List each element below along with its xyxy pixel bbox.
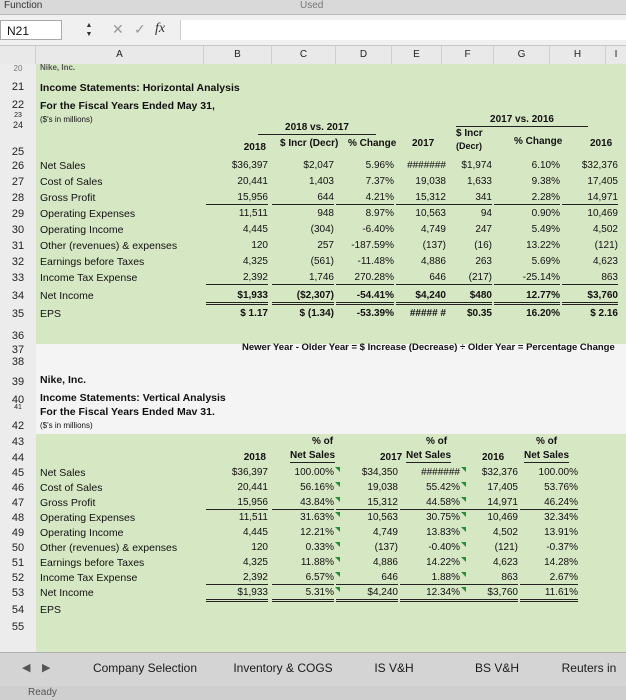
h-cell-pct1[interactable]: 8.97% <box>365 208 394 219</box>
h-row-label[interactable]: Net Sales <box>40 160 86 172</box>
h-cell-pct2[interactable]: 13.22% <box>526 240 560 251</box>
v-row-label[interactable]: Gross Profit <box>40 497 96 509</box>
row-number[interactable]: 46 <box>11 482 25 494</box>
col-header-incr-decr: $ Incr (Decr) <box>280 138 339 149</box>
row-number[interactable]: 26 <box>11 160 25 172</box>
v-cell-y2016[interactable]: $32,376 <box>481 467 518 478</box>
v-cell-p2018[interactable]: 0.33% <box>305 542 334 553</box>
h-cell-pct1[interactable]: -53.39% <box>356 308 394 319</box>
v-cell-p2018[interactable]: 100.00% <box>294 467 334 478</box>
v-row-label[interactable]: Operating Expenses <box>40 512 136 524</box>
cancel-icon[interactable]: ✕ <box>112 21 124 37</box>
h-row-label[interactable]: Earnings before Taxes <box>40 256 145 268</box>
v-row-label[interactable]: Cost of Sales <box>40 482 103 494</box>
v-cell-p2016[interactable]: 13.91% <box>544 527 578 538</box>
v-cell-p2017[interactable]: ####### <box>421 467 460 478</box>
v-cell-y2016[interactable]: 863 <box>460 572 518 585</box>
h-cell-y2017[interactable]: ##### # <box>409 308 446 319</box>
h-cell-incr2[interactable]: 94 <box>480 208 492 219</box>
h-cell-pct1[interactable]: 270.28% <box>336 272 394 285</box>
h-cell-incr1[interactable]: 1,403 <box>308 176 334 187</box>
h-cell-pct2[interactable]: 2.28% <box>494 192 560 205</box>
worksheet-grid[interactable] <box>36 64 626 652</box>
h-row-label[interactable]: EPS <box>40 308 62 320</box>
v-header-2018: 2018 <box>243 452 266 463</box>
v-cell-y2016[interactable]: 10,469 <box>487 512 518 523</box>
h-cell-y2018[interactable]: $1,933 <box>206 290 268 305</box>
row-number[interactable]: 25 <box>11 146 25 158</box>
row-number[interactable]: 39 <box>11 376 25 388</box>
tab-reuters[interactable]: Reuters in <box>552 653 626 683</box>
h-row-label[interactable]: Net Income <box>40 290 94 302</box>
group-header-2018-vs-2017: 2018 vs. 2017 <box>258 122 376 135</box>
v-cell-p2017[interactable]: 30.75% <box>426 512 460 523</box>
h-cell-y2016[interactable]: $3,760 <box>562 290 618 305</box>
v-cell-y2016[interactable]: $3,760 <box>460 587 518 602</box>
h-cell-incr2[interactable]: (16) <box>474 240 492 251</box>
column-header[interactable]: H <box>550 46 606 64</box>
h-cell-y2016[interactable]: (121) <box>594 240 618 251</box>
column-header-bar <box>0 46 626 65</box>
h-cell-y2017[interactable]: ####### <box>407 160 446 171</box>
h-cell-y2018[interactable]: 4,325 <box>242 256 268 267</box>
h-cell-pct2[interactable]: 0.90% <box>531 208 560 219</box>
column-header[interactable]: A <box>36 46 204 64</box>
h-row-label[interactable]: Cost of Sales <box>40 176 103 188</box>
h-cell-y2017[interactable]: 15,312 <box>396 192 446 205</box>
v-cell-p2016[interactable]: 32.34% <box>544 512 578 523</box>
h-cell-incr1[interactable]: 948 <box>317 208 334 219</box>
h-cell-incr1[interactable]: 644 <box>272 192 334 205</box>
v-header-pct-of-2018: % of <box>312 436 334 447</box>
h-cell-incr1[interactable]: ($2,307) <box>272 290 334 305</box>
h-cell-pct2[interactable]: 6.10% <box>531 160 560 171</box>
column-header[interactable]: D <box>336 46 392 64</box>
column-header[interactable]: E <box>392 46 442 64</box>
h-cell-pct1[interactable]: 4.21% <box>336 192 394 205</box>
h-cell-y2017[interactable]: 10,563 <box>415 208 446 219</box>
row-number[interactable]: 48 <box>11 512 25 524</box>
row-headers <box>0 64 37 652</box>
row-number[interactable]: 44 <box>11 452 25 464</box>
v-cell-y2017[interactable]: 19,038 <box>367 482 398 493</box>
row-number[interactable]: 27 <box>11 176 25 188</box>
enter-icon[interactable]: ✓ <box>134 21 146 37</box>
vertical-period: For the Fiscal Years Ended Mav 31. <box>40 406 215 418</box>
h-row-label[interactable]: Gross Profit <box>40 192 96 204</box>
formula-bar <box>0 15 626 46</box>
group-header-2017-vs-2016: 2017 vs. 2016 <box>456 114 588 127</box>
v-cell-y2017[interactable]: 4,886 <box>372 557 398 568</box>
v-cell-p2018[interactable]: 12.21% <box>300 527 334 538</box>
row-number[interactable]: 21 <box>11 81 25 93</box>
v-cell-y2017[interactable]: 646 <box>336 572 398 585</box>
v-row-label[interactable]: Net Sales <box>40 467 86 479</box>
v-cell-p2018[interactable]: 31.63% <box>300 512 334 523</box>
v-cell-y2016[interactable]: 14,971 <box>460 497 518 510</box>
v-header-pct-of-2016: % of <box>536 436 558 447</box>
h-cell-y2018[interactable]: 120 <box>251 240 268 251</box>
v-cell-p2018[interactable]: 5.31% <box>272 587 334 602</box>
row-number[interactable]: 49 <box>11 527 25 539</box>
v-cell-p2016[interactable]: 53.76% <box>544 482 578 493</box>
row-number[interactable]: 33 <box>11 272 25 284</box>
row-number[interactable]: 23 <box>14 112 22 119</box>
row-number[interactable]: 41 <box>14 404 22 411</box>
v-cell-y2017[interactable]: $34,350 <box>361 467 398 478</box>
h-cell-pct1[interactable]: 5.96% <box>365 160 394 171</box>
h-cell-incr1[interactable]: 1,746 <box>272 272 334 285</box>
select-all-corner[interactable] <box>0 46 36 64</box>
v-cell-y2018[interactable]: $36,397 <box>231 467 268 478</box>
h-row-label[interactable]: Other (revenues) & expenses <box>40 240 178 252</box>
h-cell-y2018[interactable]: 11,511 <box>238 208 268 219</box>
h-cell-y2017[interactable]: 4,749 <box>420 224 446 235</box>
h-cell-incr2[interactable]: 341 <box>446 192 492 205</box>
col-header-pct-change: % Change <box>348 138 397 149</box>
column-header[interactable]: F <box>442 46 494 64</box>
h-cell-y2018[interactable]: 20,441 <box>237 176 268 187</box>
v-cell-p2017[interactable]: 1.88% <box>400 572 460 585</box>
v-cell-y2018[interactable]: 20,441 <box>237 482 268 493</box>
row-number[interactable]: 20 <box>13 64 23 73</box>
h-cell-y2017[interactable]: 19,038 <box>415 176 446 187</box>
row-number[interactable]: 36 <box>11 330 25 342</box>
h-cell-y2017[interactable]: $4,240 <box>396 290 446 305</box>
name-box-stepper-icon[interactable]: ▲ ▼ <box>85 22 93 38</box>
h-cell-pct1[interactable]: 7.37% <box>365 176 394 187</box>
v-row-label[interactable]: Other (revenues) & expenses <box>40 542 178 554</box>
col-header-pct-change-2: % Change <box>514 136 563 147</box>
v-cell-y2017[interactable]: 4,749 <box>372 527 398 538</box>
h-row-label[interactable]: Operating Expenses <box>40 208 136 220</box>
row-number[interactable]: 40 <box>11 394 25 406</box>
row-number[interactable]: 55 <box>11 621 25 633</box>
h-cell-y2016[interactable]: 17,405 <box>587 176 618 187</box>
tab-company-selection[interactable]: Company Selection <box>70 653 221 683</box>
h-cell-pct1[interactable]: -54.41% <box>336 290 394 305</box>
h-cell-pct1[interactable]: -11.48% <box>357 256 394 267</box>
column-header[interactable]: B <box>204 46 272 64</box>
h-cell-incr1[interactable]: 257 <box>317 240 334 251</box>
h-cell-y2017[interactable]: 646 <box>396 272 446 285</box>
column-header[interactable]: I <box>614 49 618 60</box>
v-cell-y2018[interactable]: 120 <box>251 542 268 553</box>
row-number[interactable]: 53 <box>11 587 25 599</box>
h-cell-pct2[interactable]: 5.69% <box>531 256 560 267</box>
v-cell-p2018[interactable]: 43.84% <box>272 497 334 510</box>
row-number[interactable]: 34 <box>11 290 25 302</box>
v-cell-y2016[interactable]: 4,502 <box>492 527 518 538</box>
h-cell-pct1[interactable]: -6.40% <box>362 224 394 235</box>
row-number[interactable]: 52 <box>11 572 25 584</box>
h-cell-pct2[interactable]: 12.77% <box>494 290 560 305</box>
v-cell-y2017[interactable]: (137) <box>374 542 398 553</box>
v-cell-y2017[interactable]: 10,563 <box>367 512 398 523</box>
v-header-2016: 2016 <box>482 452 505 463</box>
v-cell-y2016[interactable]: 17,405 <box>487 482 518 493</box>
v-cell-p2017[interactable]: 55.42% <box>426 482 460 493</box>
row-number[interactable]: 42 <box>11 420 25 432</box>
v-header-pct-of-2017: % of <box>426 436 448 447</box>
h-cell-y2018[interactable]: 15,956 <box>206 192 268 205</box>
h-cell-pct1[interactable]: -187.59% <box>351 240 394 251</box>
used-label: Used <box>300 0 324 11</box>
h-cell-incr2[interactable]: 1,633 <box>466 176 492 187</box>
h-cell-pct2[interactable]: 9.38% <box>531 176 560 187</box>
horizontal-period: For the Fiscal Years Ended May 31, <box>40 100 215 112</box>
column-header[interactable]: G <box>494 46 550 64</box>
row-number[interactable]: 38 <box>11 356 25 368</box>
h-cell-incr1[interactable]: (561) <box>310 256 334 267</box>
v-cell-p2017[interactable]: -0.40% <box>428 542 460 553</box>
separator-band <box>36 344 626 434</box>
h-cell-incr2[interactable]: $0.35 <box>466 308 492 319</box>
h-cell-incr2[interactable]: $1,974 <box>461 160 492 171</box>
h-cell-incr2[interactable]: 247 <box>475 224 492 235</box>
v-cell-p2017[interactable]: 13.83% <box>426 527 460 538</box>
h-cell-y2016[interactable]: $ 2.16 <box>590 308 618 319</box>
v-row-label[interactable]: EPS <box>40 604 62 616</box>
h-cell-y2018[interactable]: $ 1.17 <box>240 308 268 319</box>
v-cell-y2016[interactable]: 4,623 <box>492 557 518 568</box>
v-header-net-sales-2017: Net Sales <box>406 450 452 461</box>
h-cell-incr2[interactable]: (217) <box>446 272 492 285</box>
status-bar <box>0 686 626 700</box>
tab-inventory-cogs[interactable]: Inventory & COGS <box>220 653 347 683</box>
v-cell-y2018[interactable]: 11,511 <box>238 512 268 523</box>
h-cell-incr1[interactable]: (304) <box>310 224 334 235</box>
h-cell-pct2[interactable]: -25.14% <box>494 272 560 285</box>
v-cell-y2018[interactable]: 4,325 <box>242 557 268 568</box>
row-number[interactable]: 24 <box>12 120 23 130</box>
v-row-label[interactable]: Net Income <box>40 587 94 599</box>
v-cell-p2017[interactable]: 12.34% <box>400 587 460 602</box>
row-number[interactable]: 31 <box>11 240 25 252</box>
column-header[interactable]: C <box>272 46 336 64</box>
vertical-units: ($'s in millions) <box>40 421 93 430</box>
v-cell-p2018[interactable]: 6.57% <box>272 572 334 585</box>
row-number[interactable]: 50 <box>11 542 25 554</box>
v-cell-y2017[interactable]: 15,312 <box>336 497 398 510</box>
h-cell-y2018[interactable]: $36,397 <box>231 160 268 171</box>
v-cell-p2018[interactable]: 11.88% <box>300 557 334 568</box>
vertical-title: Income Statements: Vertical Analysis <box>40 392 226 404</box>
v-cell-p2016[interactable]: 46.24% <box>520 497 578 510</box>
v-cell-p2017[interactable]: 44.58% <box>400 497 460 510</box>
formula-note: Newer Year - Older Year = $ Increase (Decrease) ÷ Older Year = Percentage Change <box>242 342 615 353</box>
v-cell-p2017[interactable]: 14.22% <box>426 557 460 568</box>
row-number[interactable]: 43 <box>11 436 25 448</box>
row-number[interactable]: 47 <box>11 497 25 509</box>
h-cell-incr2[interactable]: 263 <box>475 256 492 267</box>
h-row-label[interactable]: Operating Income <box>40 224 124 236</box>
h-cell-incr2[interactable]: $480 <box>446 290 492 305</box>
function-label: Function <box>4 0 43 11</box>
h-cell-pct2[interactable]: 16.20% <box>526 308 560 319</box>
v-cell-y2018[interactable]: $1,933 <box>206 587 268 602</box>
v-header-net-sales-2018: Net Sales <box>290 450 336 461</box>
row-number[interactable]: 37 <box>11 344 25 356</box>
v-cell-p2016[interactable]: -0.37% <box>546 542 578 553</box>
v-header-net-sales-2016: Net Sales <box>524 450 570 461</box>
row-number[interactable]: 28 <box>11 192 25 204</box>
h-cell-y2016[interactable]: 4,623 <box>592 256 618 267</box>
h-cell-y2018[interactable]: 4,445 <box>242 224 268 235</box>
row-number[interactable]: 30 <box>11 224 25 236</box>
h-cell-y2018[interactable]: 2,392 <box>206 272 268 285</box>
v-cell-y2018[interactable]: 4,445 <box>242 527 268 538</box>
v-cell-p2016[interactable]: 2.67% <box>520 572 578 585</box>
row-number[interactable]: 51 <box>11 557 25 569</box>
col-header-2018: 2018 <box>243 142 266 153</box>
h-cell-y2016[interactable]: 863 <box>562 272 618 285</box>
sheet-tab-bar <box>0 652 626 687</box>
formula-input[interactable] <box>180 20 626 40</box>
name-box[interactable]: N21 <box>0 20 62 40</box>
v-cell-y2017[interactable]: $4,240 <box>336 587 398 602</box>
h-cell-y2016[interactable]: $32,376 <box>581 160 618 171</box>
row-number[interactable]: 35 <box>11 308 25 320</box>
fx-icon[interactable]: fx <box>155 21 166 36</box>
h-cell-y2017[interactable]: 4,886 <box>420 256 446 267</box>
next-sheet-icon[interactable]: ▶ <box>42 662 51 674</box>
vertical-company: Nike, Inc. <box>40 374 87 386</box>
v-row-label[interactable]: Operating Income <box>40 527 124 539</box>
company-name-partial: Nike, Inc. <box>40 63 76 72</box>
h-cell-y2017[interactable]: (137) <box>422 240 446 251</box>
horizontal-units: ($'s in millions) <box>40 115 93 124</box>
h-cell-incr1[interactable]: $ (1.34) <box>299 308 334 319</box>
row-number[interactable]: 54 <box>11 604 25 616</box>
row-number[interactable]: 22 <box>11 99 25 111</box>
h-cell-y2016[interactable]: 4,502 <box>592 224 618 235</box>
top-strip <box>0 0 626 15</box>
h-cell-y2016[interactable]: 10,469 <box>587 208 618 219</box>
h-cell-incr1[interactable]: $2,047 <box>303 160 334 171</box>
row-number[interactable]: 32 <box>11 256 25 268</box>
h-cell-pct2[interactable]: 5.49% <box>531 224 560 235</box>
prev-sheet-icon[interactable]: ◀ <box>22 662 31 674</box>
v-row-label[interactable]: Income Tax Expense <box>40 572 138 584</box>
h-cell-y2016[interactable]: 14,971 <box>562 192 618 205</box>
v-cell-p2018[interactable]: 56.16% <box>300 482 334 493</box>
v-cell-p2016[interactable]: 100.00% <box>538 467 578 478</box>
horizontal-title: Income Statements: Horizontal Analysis <box>40 82 240 94</box>
v-cell-y2018[interactable]: 2,392 <box>206 572 268 585</box>
tab-is-vh[interactable]: IS V&H <box>346 653 443 683</box>
v-cell-p2016[interactable]: 14.28% <box>544 557 578 568</box>
col-header-2016: 2016 <box>590 138 613 149</box>
col-header-incr: $ Incr <box>456 128 483 139</box>
v-cell-y2018[interactable]: 15,956 <box>206 497 268 510</box>
col-header-2017: 2017 <box>412 138 435 149</box>
col-header-decr: (Decr) <box>456 141 483 151</box>
v-cell-p2016[interactable]: 11.61% <box>520 587 578 602</box>
row-number[interactable]: 29 <box>11 208 25 220</box>
v-cell-y2016[interactable]: (121) <box>494 542 518 553</box>
status-text: Ready <box>28 687 57 698</box>
h-row-label[interactable]: Income Tax Expense <box>40 272 138 284</box>
v-header-2017: 2017 <box>380 452 403 463</box>
tab-bs-vh[interactable]: BS V&H <box>442 653 553 683</box>
v-row-label[interactable]: Earnings before Taxes <box>40 557 145 569</box>
row-number[interactable]: 45 <box>11 467 25 479</box>
